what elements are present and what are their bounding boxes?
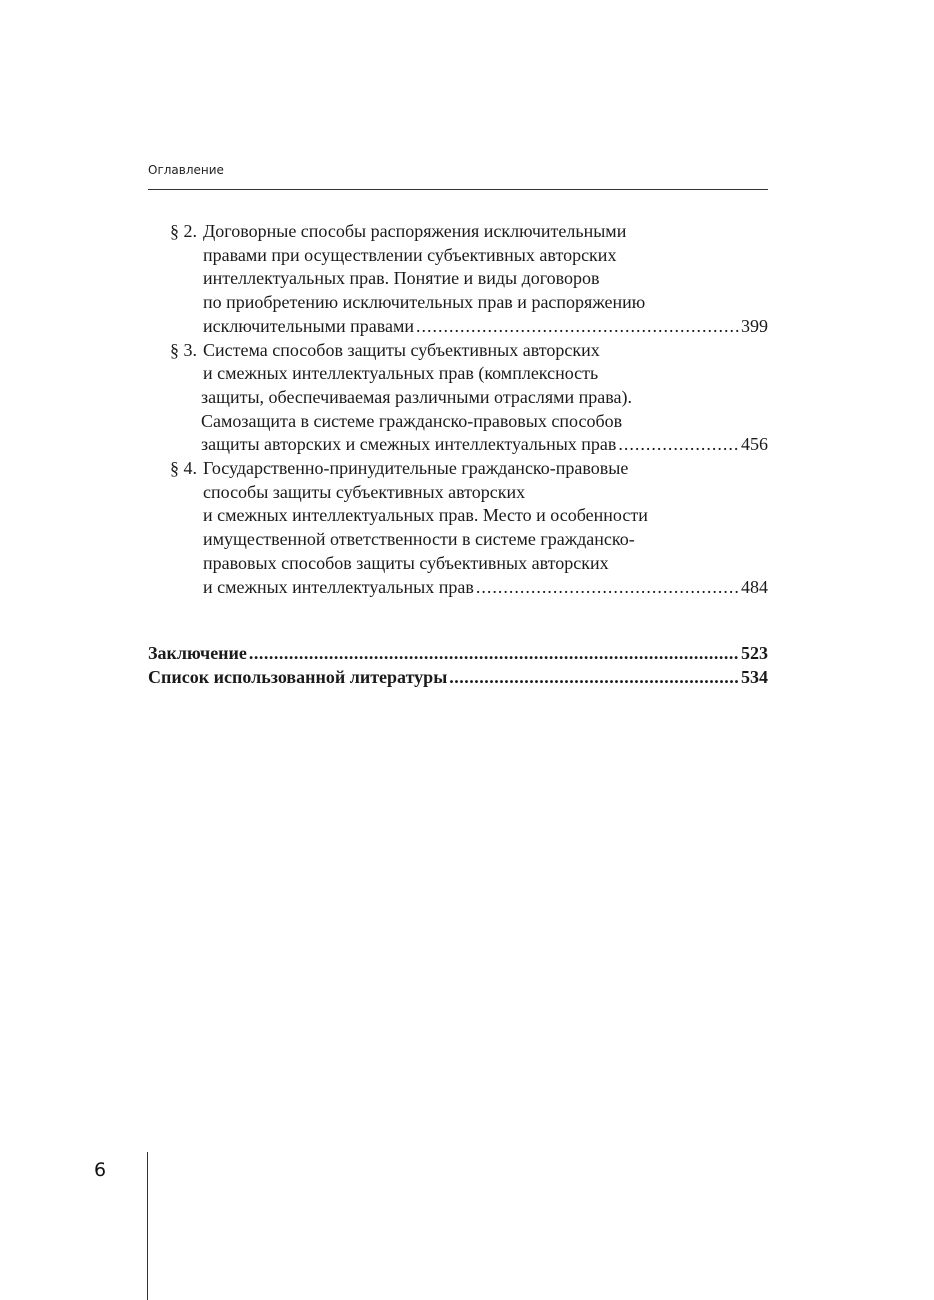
toc-entry-bibliography[interactable]	[148, 666, 768, 690]
entry-title-line: защиты авторских и смежных интеллектуальных прав	[201, 434, 617, 455]
entry-title-line: правовых способов защиты субъективных авторских	[203, 552, 609, 573]
entry-title-line: имущественной ответственности в системе гражданско-	[203, 529, 635, 550]
entry-title-line: Государственно-принудительные гражданско-правовые	[203, 458, 629, 479]
entry-title-line: Самозащита в системе гражданско-правовых способов	[201, 410, 623, 431]
page-ref: 484	[741, 576, 768, 597]
entry-last-line	[148, 433, 768, 457]
spacer	[148, 599, 768, 642]
section-mark: § 4.	[170, 458, 197, 479]
entry-title-line: правами при осуществлении субъективных авторских	[203, 244, 617, 265]
entry-title-line: защиты, обеспечиваемая различными отраслями права).	[201, 386, 633, 407]
table-of-contents	[148, 220, 768, 690]
entry-title-line: исключительными правами	[203, 315, 414, 336]
dot-leader	[476, 576, 739, 600]
page-ref: 534	[741, 666, 768, 687]
entry-title-line: интеллектуальных прав. Понятие и виды договоров	[203, 268, 600, 289]
toc-entry-section-4[interactable]	[148, 457, 768, 599]
entry-title-line: Договорные способы распоряжения исключительными	[203, 221, 627, 241]
dot-leader	[618, 433, 739, 457]
entry-title-line: и смежных интеллектуальных прав	[203, 576, 474, 597]
entry-last-line	[148, 315, 768, 339]
entry-title-line: и смежных интеллектуальных прав (комплексность	[203, 363, 599, 384]
dot-leader	[449, 666, 739, 690]
entry-last-line	[148, 576, 768, 600]
dot-leader	[249, 642, 739, 666]
header-rule	[148, 189, 768, 190]
entry-title-line: Система способов защиты субъективных авторских	[203, 339, 600, 360]
entry-title: Заключение	[148, 643, 247, 664]
toc-entry-section-3[interactable]	[148, 339, 768, 458]
toc-entry-conclusion[interactable]	[148, 642, 768, 666]
page-ref: 456	[741, 434, 768, 455]
entry-title-line: способы защиты субъективных авторских	[203, 481, 526, 502]
page-ref: 523	[741, 643, 768, 664]
margin-rule	[147, 1152, 148, 1300]
page-number: 6	[94, 1159, 107, 1181]
running-head-title: Оглавление	[148, 163, 224, 177]
entry-title-line: по приобретению исключительных прав и распоряжению	[203, 292, 646, 313]
entry-title: Список использованной литературы	[148, 666, 448, 687]
toc-entry-section-2[interactable]	[148, 220, 768, 339]
entry-title-line: и смежных интеллектуальных прав. Место и особенности	[203, 505, 648, 526]
page-ref: 399	[741, 315, 768, 336]
section-mark: § 3.	[170, 339, 197, 360]
section-mark: § 2.	[170, 221, 197, 241]
dot-leader	[416, 315, 739, 339]
